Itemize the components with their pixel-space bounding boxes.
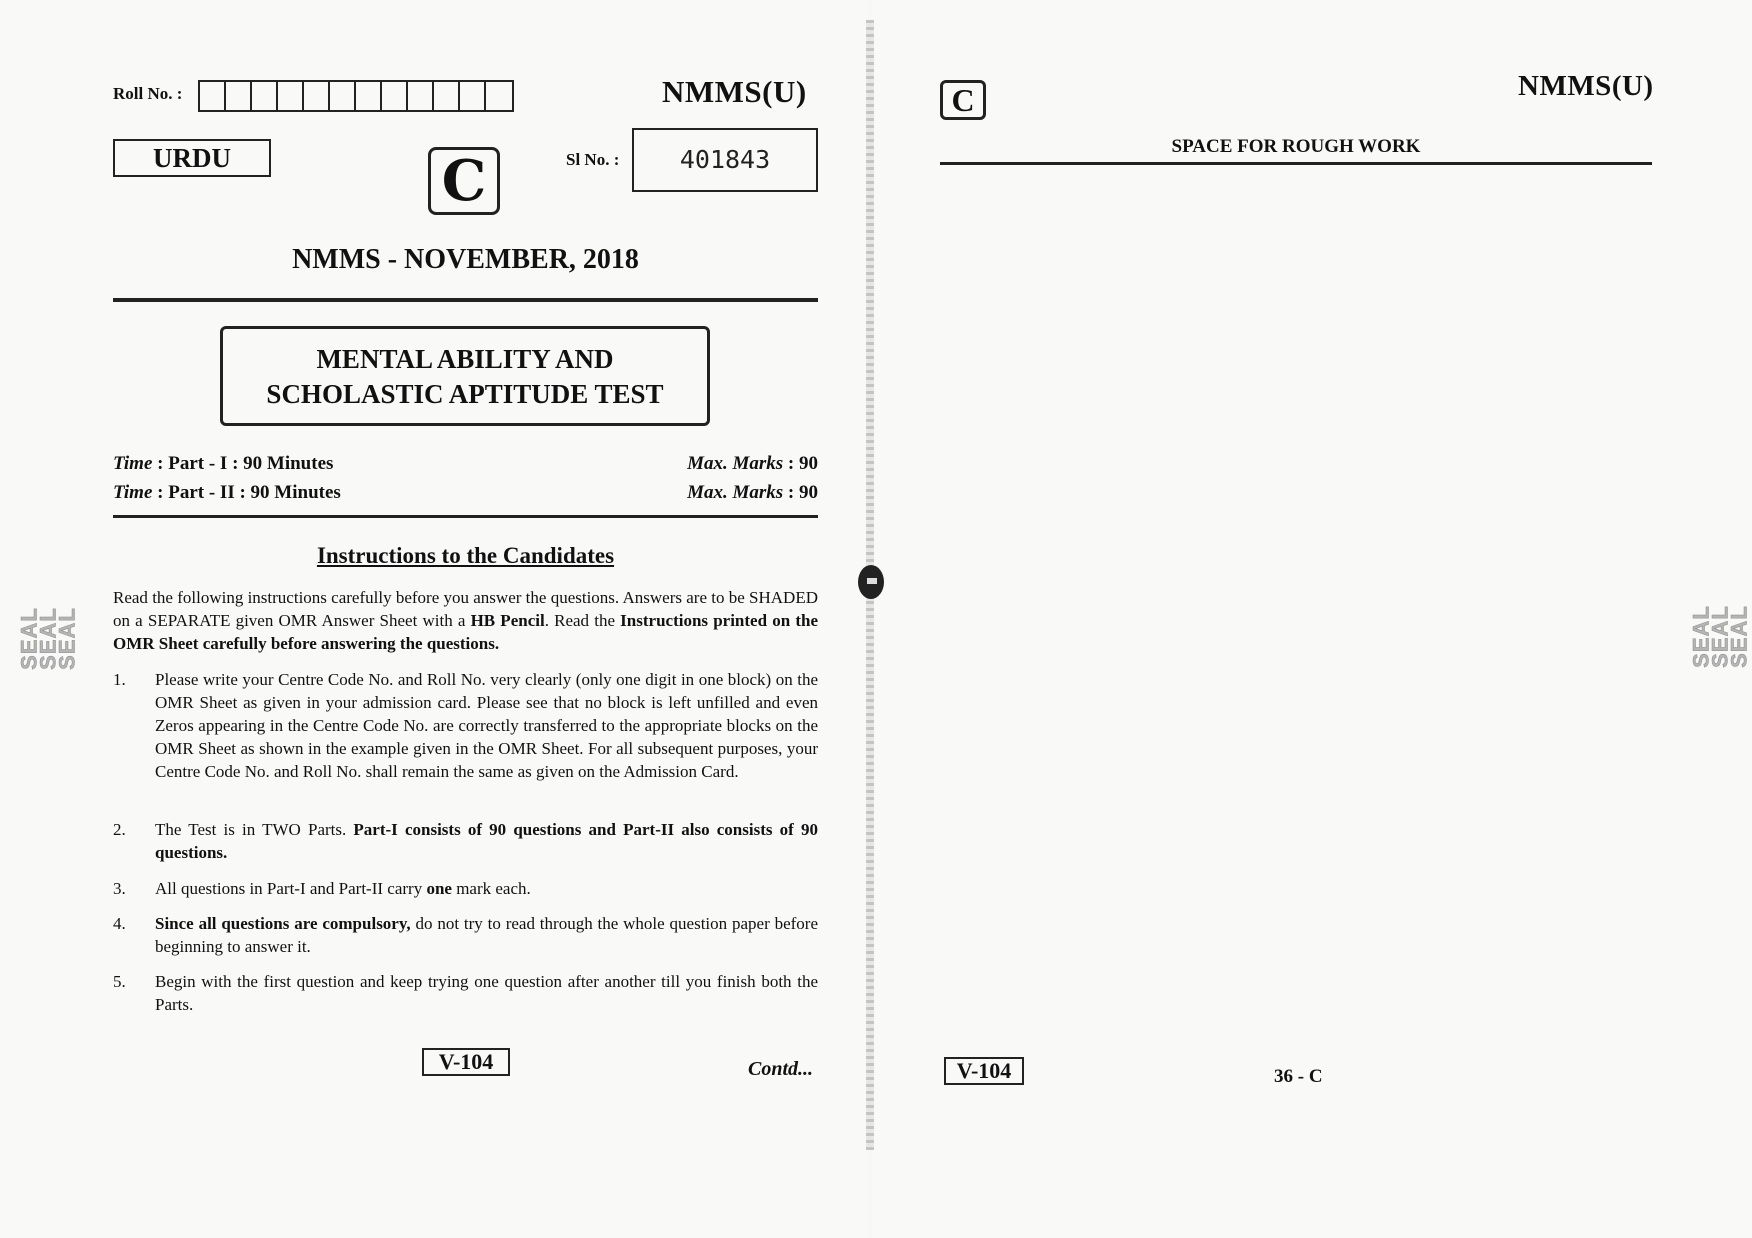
instruction-item-4 <box>113 912 818 958</box>
rough-work-heading: SPACE FOR ROUGH WORK <box>1171 136 1421 157</box>
instructions-intro <box>113 586 818 655</box>
instruction-item-5 <box>113 970 818 1016</box>
instruction-item-1 <box>113 668 818 783</box>
intro-bold: HB Pencil <box>470 611 545 630</box>
roll-digit-box[interactable] <box>408 82 434 110</box>
test-title-line2: SCHOLASTIC APTITUDE TEST <box>266 379 664 409</box>
roll-digit-box[interactable] <box>356 82 382 110</box>
marks-value: : 90 <box>787 482 818 503</box>
exam-code-right: NMMS(U) <box>1518 70 1654 102</box>
marks-label: Max. Marks <box>687 453 784 474</box>
marks-value: : 90 <box>787 453 818 474</box>
continued-label: Contd... <box>748 1058 814 1080</box>
exam-title: NMMS - NOVEMBER, 2018 <box>292 244 639 275</box>
instructions-heading: Instructions to the Candidates <box>316 543 615 568</box>
footer-code-box-right: V-104 <box>944 1057 1024 1085</box>
item-text: All questions in Part-I and Part-II carry <box>155 879 427 898</box>
serial-number-value: 401843 <box>632 128 818 192</box>
roll-digit-box[interactable] <box>200 82 226 110</box>
intro-text: Read the following instructions carefully before you answer the questions. Answers are to be SHADED on a SEPARATE given OMR Answer Sheet with a <box>113 588 818 630</box>
time-value: : Part - I : 90 Minutes <box>157 453 334 474</box>
binding-hole-icon <box>858 565 884 599</box>
item-number: 4. <box>113 914 126 933</box>
item-text: Begin with the first question and keep trying one question after another till you finish both the Parts. <box>155 972 818 1014</box>
divider <box>940 162 1652 165</box>
roll-digit-box[interactable] <box>278 82 304 110</box>
intro-bold: Instructions printed on the OMR Sheet carefully before answering the questions. <box>113 611 818 653</box>
timing-row-part2 <box>113 482 818 504</box>
marks-label: Max. Marks <box>687 482 784 503</box>
item-bold-text: Part-I consists of 90 questions and Part-II also consists of 90 questions. <box>155 820 818 862</box>
roll-digit-box[interactable] <box>252 82 278 110</box>
seal-stamp <box>16 599 80 679</box>
roll-digit-box[interactable] <box>382 82 408 110</box>
roll-number-boxes[interactable] <box>198 80 514 112</box>
roll-digit-box[interactable] <box>226 82 252 110</box>
question-set-letter-small: C <box>940 80 986 120</box>
item-number: 2. <box>113 820 126 839</box>
item-bold-text: one <box>426 879 452 898</box>
item-text: The Test is in TWO Parts. <box>155 820 354 839</box>
item-text: Please write your Centre Code No. and Roll No. very clearly (only one digit in one block) on the OMR Sheet as given in your admission card. Please see that no block is left unfilled and even Zeros appearing in the Centre Code No. are correctly transferred to the appropriate blocks on the OMR Sheet as shown in the example given in the OMR Sheet. For all subsequent purposes, your Centre Code No. and Roll No. shall remain the same as given on the Admission Card. <box>155 670 818 781</box>
seal-text: SEAL <box>1726 605 1752 668</box>
language-box: URDU <box>113 139 271 177</box>
time-value: : Part - II : 90 Minutes <box>157 482 341 503</box>
right-page <box>872 0 1752 1238</box>
roll-digit-box[interactable] <box>304 82 330 110</box>
roll-digit-box[interactable] <box>486 82 512 110</box>
seal-stamp-right <box>1688 597 1752 677</box>
roll-digit-box[interactable] <box>434 82 460 110</box>
seal-text: SEAL <box>35 607 61 670</box>
page-number: 36 - C <box>1274 1066 1323 1087</box>
instruction-item-3 <box>113 877 818 900</box>
instruction-item-2 <box>113 818 818 864</box>
test-title-box <box>220 326 710 426</box>
item-number: 1. <box>113 670 126 689</box>
item-number: 3. <box>113 879 126 898</box>
roll-digit-box[interactable] <box>460 82 486 110</box>
intro-text: . Read the <box>544 611 621 630</box>
footer-code-box: V-104 <box>422 1048 510 1076</box>
time-label: Time <box>113 453 153 474</box>
roll-digit-box[interactable] <box>330 82 356 110</box>
divider <box>113 298 818 302</box>
roll-number-label: Roll No. : <box>113 84 183 103</box>
item-number: 5. <box>113 972 126 991</box>
seal-text: SEAL <box>1707 605 1733 668</box>
seal-text: SEAL <box>54 607 80 670</box>
seal-text: SEAL <box>16 607 42 670</box>
item-bold-text: Since all questions are compulsory, <box>155 914 411 933</box>
time-label: Time <box>113 482 153 503</box>
test-title-line1: MENTAL ABILITY AND <box>316 344 614 374</box>
question-set-letter: C <box>428 147 500 215</box>
exam-code: NMMS(U) <box>662 74 807 109</box>
serial-number-label: Sl No. : <box>566 150 620 169</box>
item-text: mark each. <box>451 879 531 898</box>
seal-text: SEAL <box>1688 605 1714 668</box>
divider <box>113 515 818 518</box>
item-text: do not try to read through the whole question paper before beginning to answer it. <box>155 914 818 956</box>
timing-row-part1 <box>113 453 818 475</box>
